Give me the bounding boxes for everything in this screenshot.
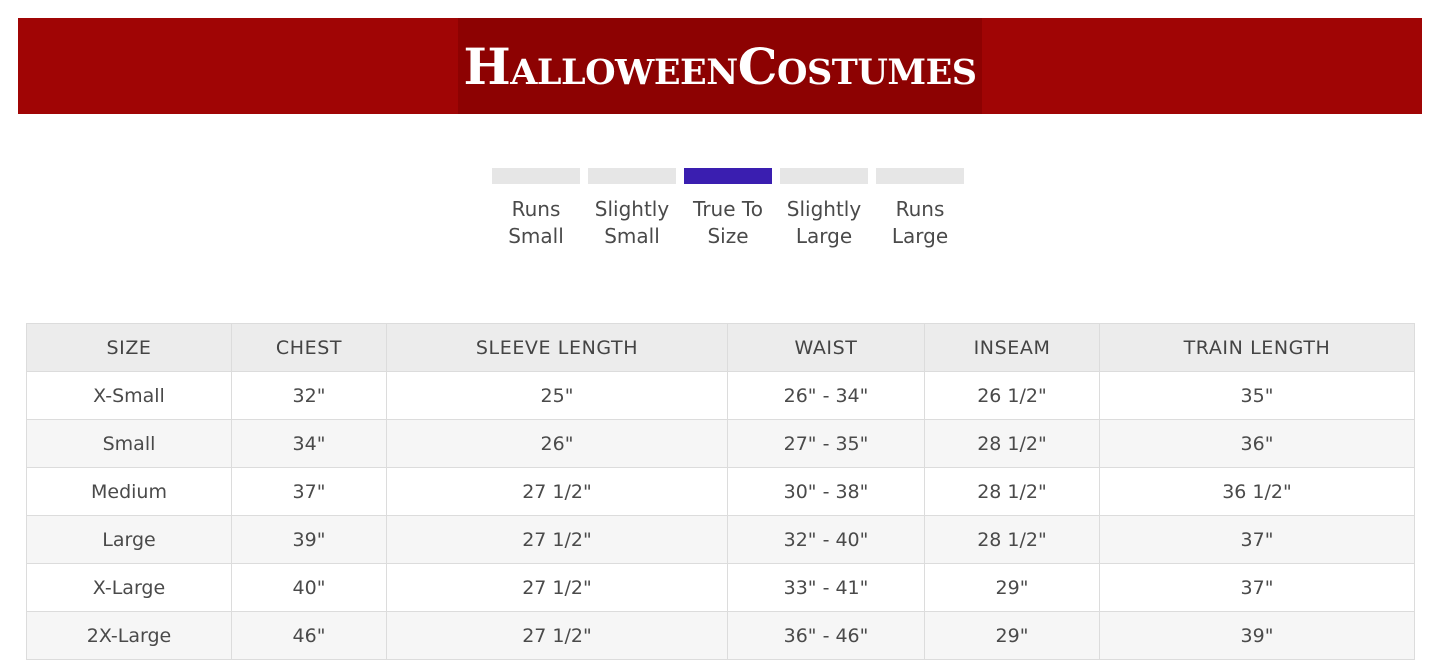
cell-size: Large	[27, 516, 232, 564]
brand-logo-text: HalloweenCostumes	[463, 36, 977, 96]
fit-scale-item-slightly-large	[780, 168, 868, 250]
table-header-row	[27, 324, 1415, 372]
fit-scale-label: Slightly Large	[786, 197, 862, 248]
fit-scale-bar	[780, 168, 868, 184]
cell-chest: 34"	[232, 420, 387, 468]
cell-waist: 26" - 34"	[728, 372, 925, 420]
cell-sleeve: 26"	[387, 420, 728, 468]
fit-scale-bar-active	[684, 168, 772, 184]
cell-sleeve: 27 1/2"	[387, 516, 728, 564]
fit-scale-item-runs-small	[492, 168, 580, 250]
column-header-inseam: INSEAM	[925, 324, 1100, 372]
table-row	[27, 612, 1415, 660]
cell-waist: 30" - 38"	[728, 468, 925, 516]
cell-chest: 39"	[232, 516, 387, 564]
cell-inseam: 29"	[925, 612, 1100, 660]
fit-scale-label: True To Size	[693, 197, 763, 248]
cell-chest: 37"	[232, 468, 387, 516]
cell-size: X-Large	[27, 564, 232, 612]
cell-waist: 33" - 41"	[728, 564, 925, 612]
cell-sleeve: 27 1/2"	[387, 564, 728, 612]
cell-inseam: 29"	[925, 564, 1100, 612]
fit-scale-label: Runs Large	[891, 197, 949, 248]
cell-chest: 40"	[232, 564, 387, 612]
cell-train: 37"	[1100, 516, 1415, 564]
cell-size: Medium	[27, 468, 232, 516]
cell-chest: 46"	[232, 612, 387, 660]
brand-logo-container[interactable]	[458, 18, 982, 114]
cell-train: 39"	[1100, 612, 1415, 660]
cell-inseam: 26 1/2"	[925, 372, 1100, 420]
cell-sleeve: 27 1/2"	[387, 612, 728, 660]
site-header-banner	[18, 18, 1422, 114]
fit-scale-label: Runs Small	[508, 197, 564, 248]
fit-scale-item-slightly-small	[588, 168, 676, 250]
size-chart-table	[26, 323, 1415, 660]
cell-train: 37"	[1100, 564, 1415, 612]
cell-inseam: 28 1/2"	[925, 420, 1100, 468]
table-row	[27, 372, 1415, 420]
column-header-sleeve-length: SLEEVE LENGTH	[387, 324, 728, 372]
table-row	[27, 516, 1415, 564]
table-row	[27, 420, 1415, 468]
cell-size: X-Small	[27, 372, 232, 420]
fit-scale-bar	[876, 168, 964, 184]
column-header-size: SIZE	[27, 324, 232, 372]
table-row	[27, 564, 1415, 612]
column-header-train-length: TRAIN LENGTH	[1100, 324, 1415, 372]
column-header-waist: WAIST	[728, 324, 925, 372]
cell-inseam: 28 1/2"	[925, 468, 1100, 516]
cell-chest: 32"	[232, 372, 387, 420]
cell-sleeve: 25"	[387, 372, 728, 420]
column-header-chest: CHEST	[232, 324, 387, 372]
cell-train: 36 1/2"	[1100, 468, 1415, 516]
cell-inseam: 28 1/2"	[925, 516, 1100, 564]
cell-waist: 32" - 40"	[728, 516, 925, 564]
cell-size: 2X-Large	[27, 612, 232, 660]
cell-train: 36"	[1100, 420, 1415, 468]
fit-scale-label: Slightly Small	[594, 197, 670, 248]
cell-waist: 36" - 46"	[728, 612, 925, 660]
fit-scale-bar	[492, 168, 580, 184]
cell-sleeve: 27 1/2"	[387, 468, 728, 516]
fit-scale-item-true-to-size	[684, 168, 772, 250]
table-row	[27, 468, 1415, 516]
fit-scale	[492, 168, 964, 250]
cell-waist: 27" - 35"	[728, 420, 925, 468]
cell-train: 35"	[1100, 372, 1415, 420]
fit-scale-item-runs-large	[876, 168, 964, 250]
cell-size: Small	[27, 420, 232, 468]
fit-scale-bar	[588, 168, 676, 184]
